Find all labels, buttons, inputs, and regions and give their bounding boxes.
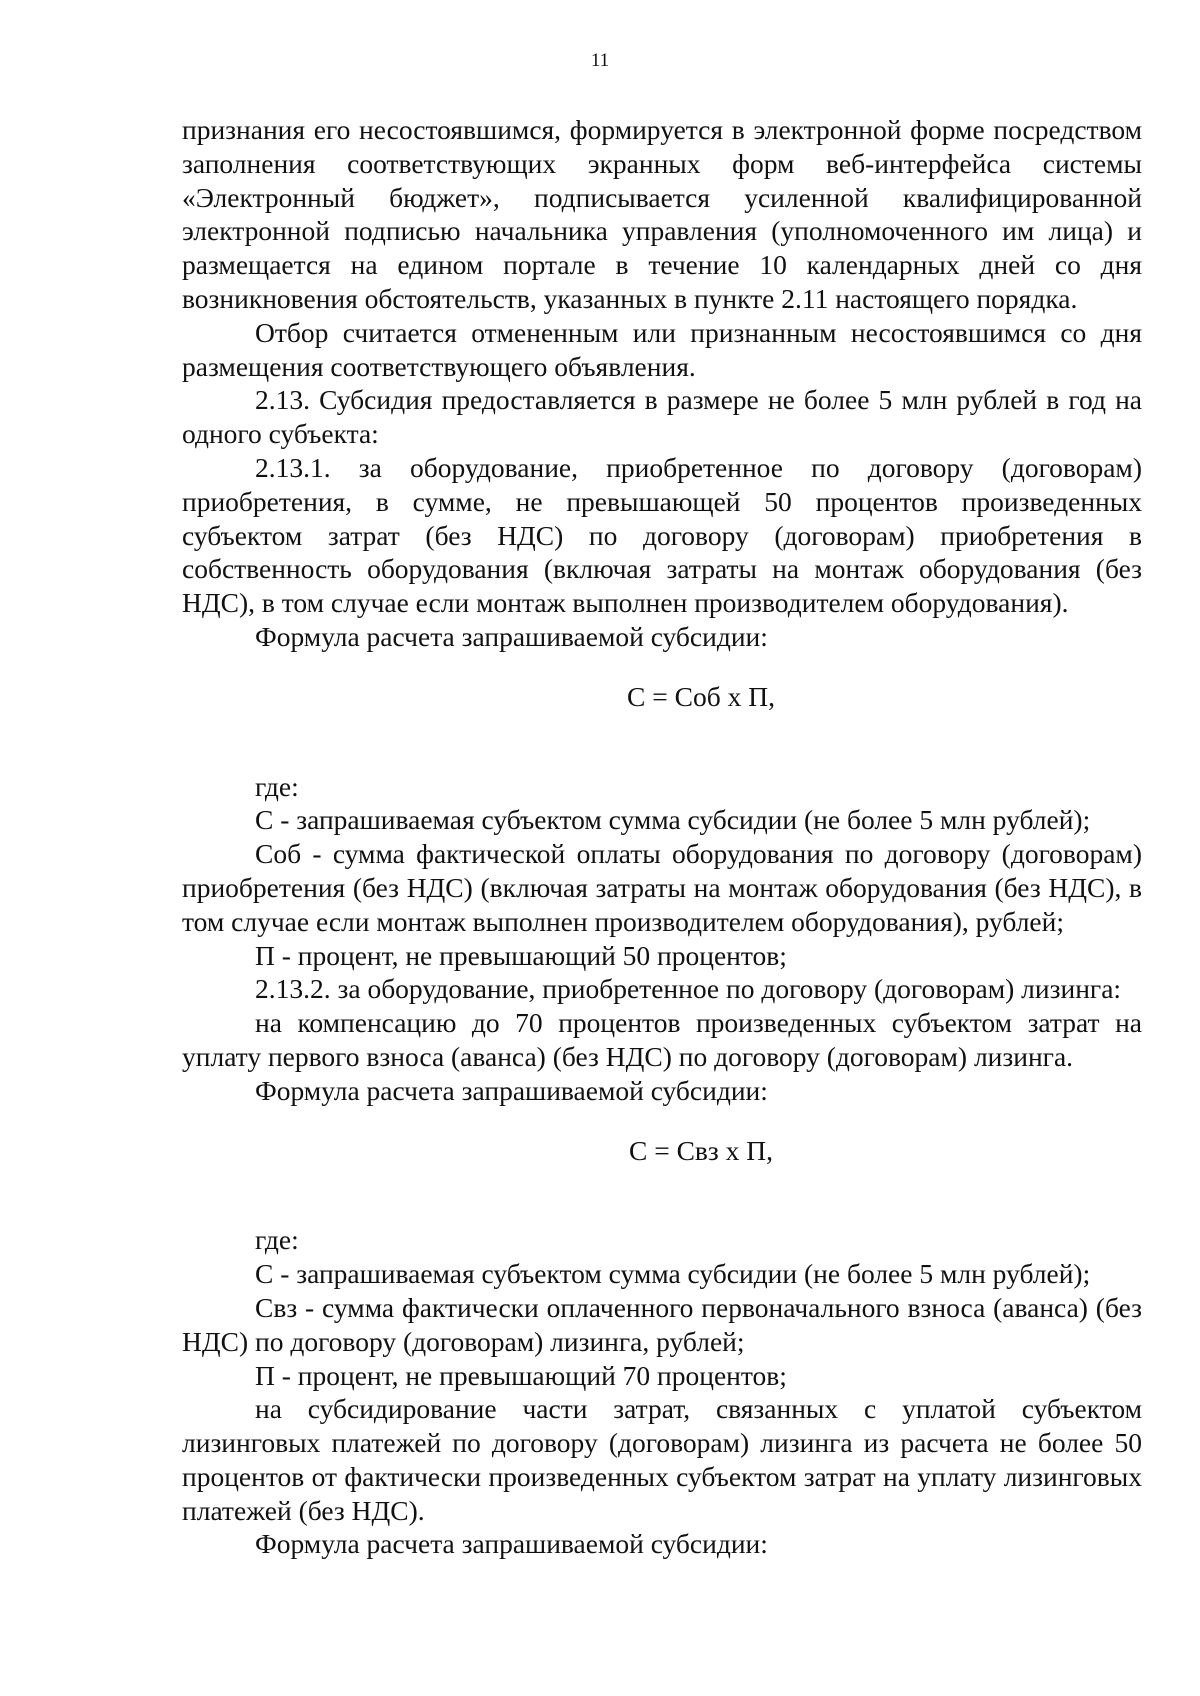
- definition-p-1: П - процент, не превышающий 50 процентов;: [255, 939, 787, 971]
- formula-caption-3: Формула расчета запрашиваемой субсидии:: [255, 1528, 768, 1560]
- definition-c-1: С - запрашиваемая субъектом сумма субсидии (не более 5 млн рублей);: [255, 804, 1091, 836]
- formula-1: С = Соб х П,: [627, 680, 775, 712]
- where-label-1: где:: [255, 770, 299, 802]
- paragraph-compensation: на компенсацию до 70 процентов произведенных субъектом затрат на уплату первого взноса (аванса) (без НДС) по договору (договорам) лизинга.: [182, 1007, 1142, 1072]
- paragraph-2-13: 2.13. Субсидия предоставляется в размере не более 5 млн рублей в год на одного субъекта:: [182, 384, 1142, 450]
- paragraph-leasing-payments: на субсидирование части затрат, связанных с уплатой субъектом лизинговых платежей по договору (договорам) лизинга из расчета не более 50 процентов от фактически произведенных субъектом затрат на уплату лизинговых платежей (без НДС).: [182, 1393, 1142, 1526]
- formula-2: С = Свз х П,: [628, 1134, 774, 1166]
- definition-p-2: П - процент, не превышающий 70 процентов;: [255, 1359, 787, 1391]
- paragraph-2-13-1: 2.13.1. за оборудование, приобретенное по договору (договорам) приобретения, в сумме, не превышающей 50 процентов произведенных субъектом затрат (без НДС) по договору (договорам) приобретения в собственность оборудования (включая затраты на монтаж оборудования (без НДС), в том случае если монтаж выполнен производителем оборудования).: [182, 451, 1142, 619]
- definition-svz: Свз - сумма фактически оплаченного первоначального взноса (аванса) (без НДС) по договору (договорам) лизинга, рублей;: [182, 1291, 1142, 1357]
- where-label-2: где:: [255, 1224, 299, 1256]
- formula-caption-1: Формула расчета запрашиваемой субсидии:: [255, 620, 768, 652]
- page-number: 11: [590, 50, 610, 71]
- paragraph-selection-cancelled: Отбор считается отмененным или признанным несостоявшимся со дня размещения соответствующего объявления.: [182, 316, 1142, 382]
- formula-caption-2: Формула расчета запрашиваемой субсидии:: [255, 1074, 768, 1106]
- paragraph-2-13-2: 2.13.2. за оборудование, приобретенное по договору (договорам) лизинга:: [255, 973, 1122, 1005]
- paragraph-continuation: признания его несостоявшимся, формируется в электронной форме посредством заполнения соответствующих экранных форм веб-интерфейса системы «Электронный бюджет», подписывается усиленной квалифицированной электронной подписью начальника управления (уполномоченного им лица) и размещается на едином портале в течение 10 календарных дней со дня возникновения обстоятельств, указанных в пункте 2.11 настоящего порядка.: [182, 114, 1142, 314]
- document-body: [182, 113, 1142, 1561]
- definition-c-2: С - запрашиваемая субъектом сумма субсидии (не более 5 млн рублей);: [255, 1258, 1091, 1290]
- definition-sob: Соб - сумма фактической оплаты оборудования по договору (договорам) приобретения (без НДС) (включая затраты на монтаж оборудования (без НДС), в том случае если монтаж выполнен производителем оборудования), рублей;: [182, 838, 1142, 937]
